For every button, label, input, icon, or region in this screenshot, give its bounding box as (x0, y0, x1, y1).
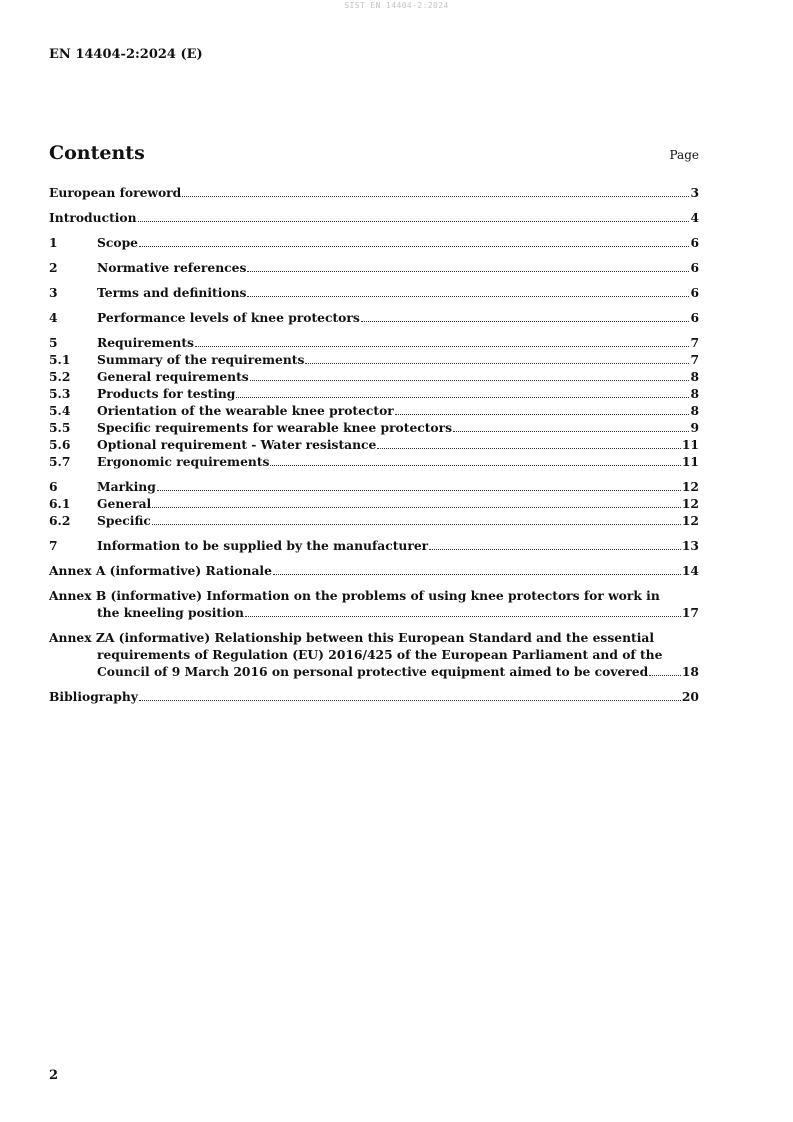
toc-entry-page: 6 (690, 285, 699, 300)
toc-entry-title: Marking (97, 479, 156, 494)
page-column-label: Page (669, 148, 699, 162)
toc-entry-annex-a[interactable] (49, 562, 699, 579)
toc-entry-page: 11 (681, 454, 699, 469)
toc-entry-page: 11 (681, 437, 699, 452)
table-of-contents (49, 184, 699, 705)
toc-entry-page: 4 (690, 210, 699, 225)
dot-leader (138, 212, 690, 222)
dot-leader (377, 439, 681, 449)
toc-entry-5-5[interactable] (49, 419, 699, 436)
dot-leader (152, 515, 681, 525)
dot-leader (139, 237, 689, 247)
toc-entry-number: 5.4 (49, 403, 71, 418)
toc-entry-5[interactable] (49, 334, 699, 351)
dot-leader (245, 607, 681, 617)
toc-entry-title: Requirements (97, 335, 194, 350)
toc-entry-number: 5.1 (49, 352, 71, 367)
toc-entry-page: 14 (681, 563, 699, 578)
toc-entry-title: Introduction (49, 210, 137, 225)
dot-leader (247, 287, 689, 297)
toc-entry-page: 18 (681, 664, 699, 679)
toc-entry-page: 8 (690, 369, 699, 384)
toc-entry-title: Information to be supplied by the manufacturer (97, 538, 429, 553)
toc-entry-5-3[interactable] (49, 385, 699, 402)
dot-leader (247, 262, 689, 272)
toc-entry-7[interactable] (49, 537, 699, 554)
toc-entry-title: General (97, 496, 152, 511)
toc-entry-number: 6.1 (49, 496, 71, 511)
toc-entry-page: 7 (690, 335, 699, 350)
toc-entry-page: 6 (690, 235, 699, 250)
toc-entry-title: General requirements (97, 369, 249, 384)
dot-leader (453, 422, 689, 432)
toc-entry-page: 6 (690, 260, 699, 275)
toc-entry-page: 8 (690, 386, 699, 401)
dot-leader (236, 388, 689, 398)
dot-leader (649, 666, 681, 676)
toc-entry-number: 6 (49, 479, 58, 494)
contents-title: Contents (49, 142, 145, 164)
toc-entry-page: 12 (681, 513, 699, 528)
toc-entry-page: 6 (690, 310, 699, 325)
document-id: EN 14404-2:2024 (E) (49, 47, 203, 62)
toc-entry-number: 7 (49, 538, 58, 553)
toc-entry-number: 4 (49, 310, 58, 325)
toc-entry-annex-za[interactable] (49, 629, 699, 680)
toc-entry-page: 12 (681, 496, 699, 511)
toc-entry-5-7[interactable] (49, 453, 699, 470)
toc-entry-page: 17 (681, 605, 699, 620)
toc-entry-title: Bibliography (49, 689, 138, 704)
toc-entry-title: Performance levels of knee protectors (97, 310, 360, 325)
toc-entry-number: 3 (49, 285, 58, 300)
toc-entry-number: 5.7 (49, 454, 71, 469)
toc-entry-title: Optional requirement - Water resistance (97, 437, 377, 452)
toc-entry-number: 5 (49, 335, 58, 350)
toc-entry-page: 12 (681, 479, 699, 494)
dot-leader (429, 540, 681, 550)
toc-entry-3[interactable] (49, 284, 699, 301)
toc-entry-title: Products for testing (97, 386, 236, 401)
toc-entry-5-2[interactable] (49, 368, 699, 385)
toc-entry-4[interactable] (49, 309, 699, 326)
dot-leader (270, 456, 680, 466)
toc-entry-bibliography[interactable] (49, 688, 699, 705)
toc-entry-title: Scope (97, 235, 138, 250)
dot-leader (273, 565, 681, 575)
toc-entry-number: 5.2 (49, 369, 71, 384)
toc-entry-2[interactable] (49, 259, 699, 276)
toc-entry-number: 2 (49, 260, 58, 275)
toc-entry-title-line: Council of 9 March 2016 on personal protective equipment aimed to be covered (97, 664, 649, 679)
toc-entry-number: 5.6 (49, 437, 71, 452)
toc-entry-title: Annex A (informative) Rationale (49, 563, 272, 578)
toc-entry-number: 5.3 (49, 386, 71, 401)
toc-entry-5-6[interactable] (49, 436, 699, 453)
toc-entry-6-1[interactable] (49, 495, 699, 512)
toc-entry-5-4[interactable] (49, 402, 699, 419)
toc-entry-number: 6.2 (49, 513, 71, 528)
toc-entry-title: Specific requirements for wearable knee protectors (97, 420, 453, 435)
toc-entry-number: 1 (49, 235, 58, 250)
page-number: 2 (49, 1068, 59, 1083)
toc-entry-annex-b[interactable] (49, 587, 699, 621)
toc-entry-title-line: Annex B (informative) Information on the problems of using knee protectors for work in (49, 588, 660, 603)
toc-entry-introduction[interactable] (49, 209, 699, 226)
toc-entry-page: 9 (690, 420, 699, 435)
toc-entry-5-1[interactable] (49, 351, 699, 368)
toc-entry-title-line: requirements of Regulation (EU) 2016/425 of the European Parliament and of the (97, 647, 663, 662)
toc-entry-title: Specific (97, 513, 151, 528)
toc-entry-title: Normative references (97, 260, 247, 275)
contents-header (49, 142, 699, 164)
toc-entry-title: European foreword (49, 185, 182, 200)
toc-entry-title: Summary of the requirements (97, 352, 305, 367)
toc-entry-6-2[interactable] (49, 512, 699, 529)
dot-leader (195, 337, 690, 347)
toc-entry-1[interactable] (49, 234, 699, 251)
dot-leader (182, 187, 689, 197)
toc-entry-page: 8 (690, 403, 699, 418)
toc-entry-title: Ergonomic requirements (97, 454, 270, 469)
watermark: SIST EN 14404-2:2024 (344, 1, 449, 10)
toc-entry-title: Terms and definitions (97, 285, 247, 300)
toc-entry-number: 5.5 (49, 420, 71, 435)
dot-leader (157, 481, 681, 491)
dot-leader (139, 691, 681, 701)
toc-entry-title: Orientation of the wearable knee protector (97, 403, 394, 418)
dot-leader (305, 354, 689, 364)
toc-entry-foreword[interactable] (49, 184, 699, 201)
toc-entry-page: 20 (681, 689, 699, 704)
dot-leader (395, 405, 690, 415)
toc-entry-title-line: the kneeling position (97, 605, 244, 620)
dot-leader (152, 498, 681, 508)
toc-entry-page: 7 (690, 352, 699, 367)
toc-entry-6[interactable] (49, 478, 699, 495)
toc-entry-page: 3 (690, 185, 699, 200)
dot-leader (250, 371, 690, 381)
dot-leader (361, 312, 690, 322)
toc-entry-title-line: Annex ZA (informative) Relationship between this European Standard and the essential (49, 630, 655, 645)
toc-entry-page: 13 (681, 538, 699, 553)
